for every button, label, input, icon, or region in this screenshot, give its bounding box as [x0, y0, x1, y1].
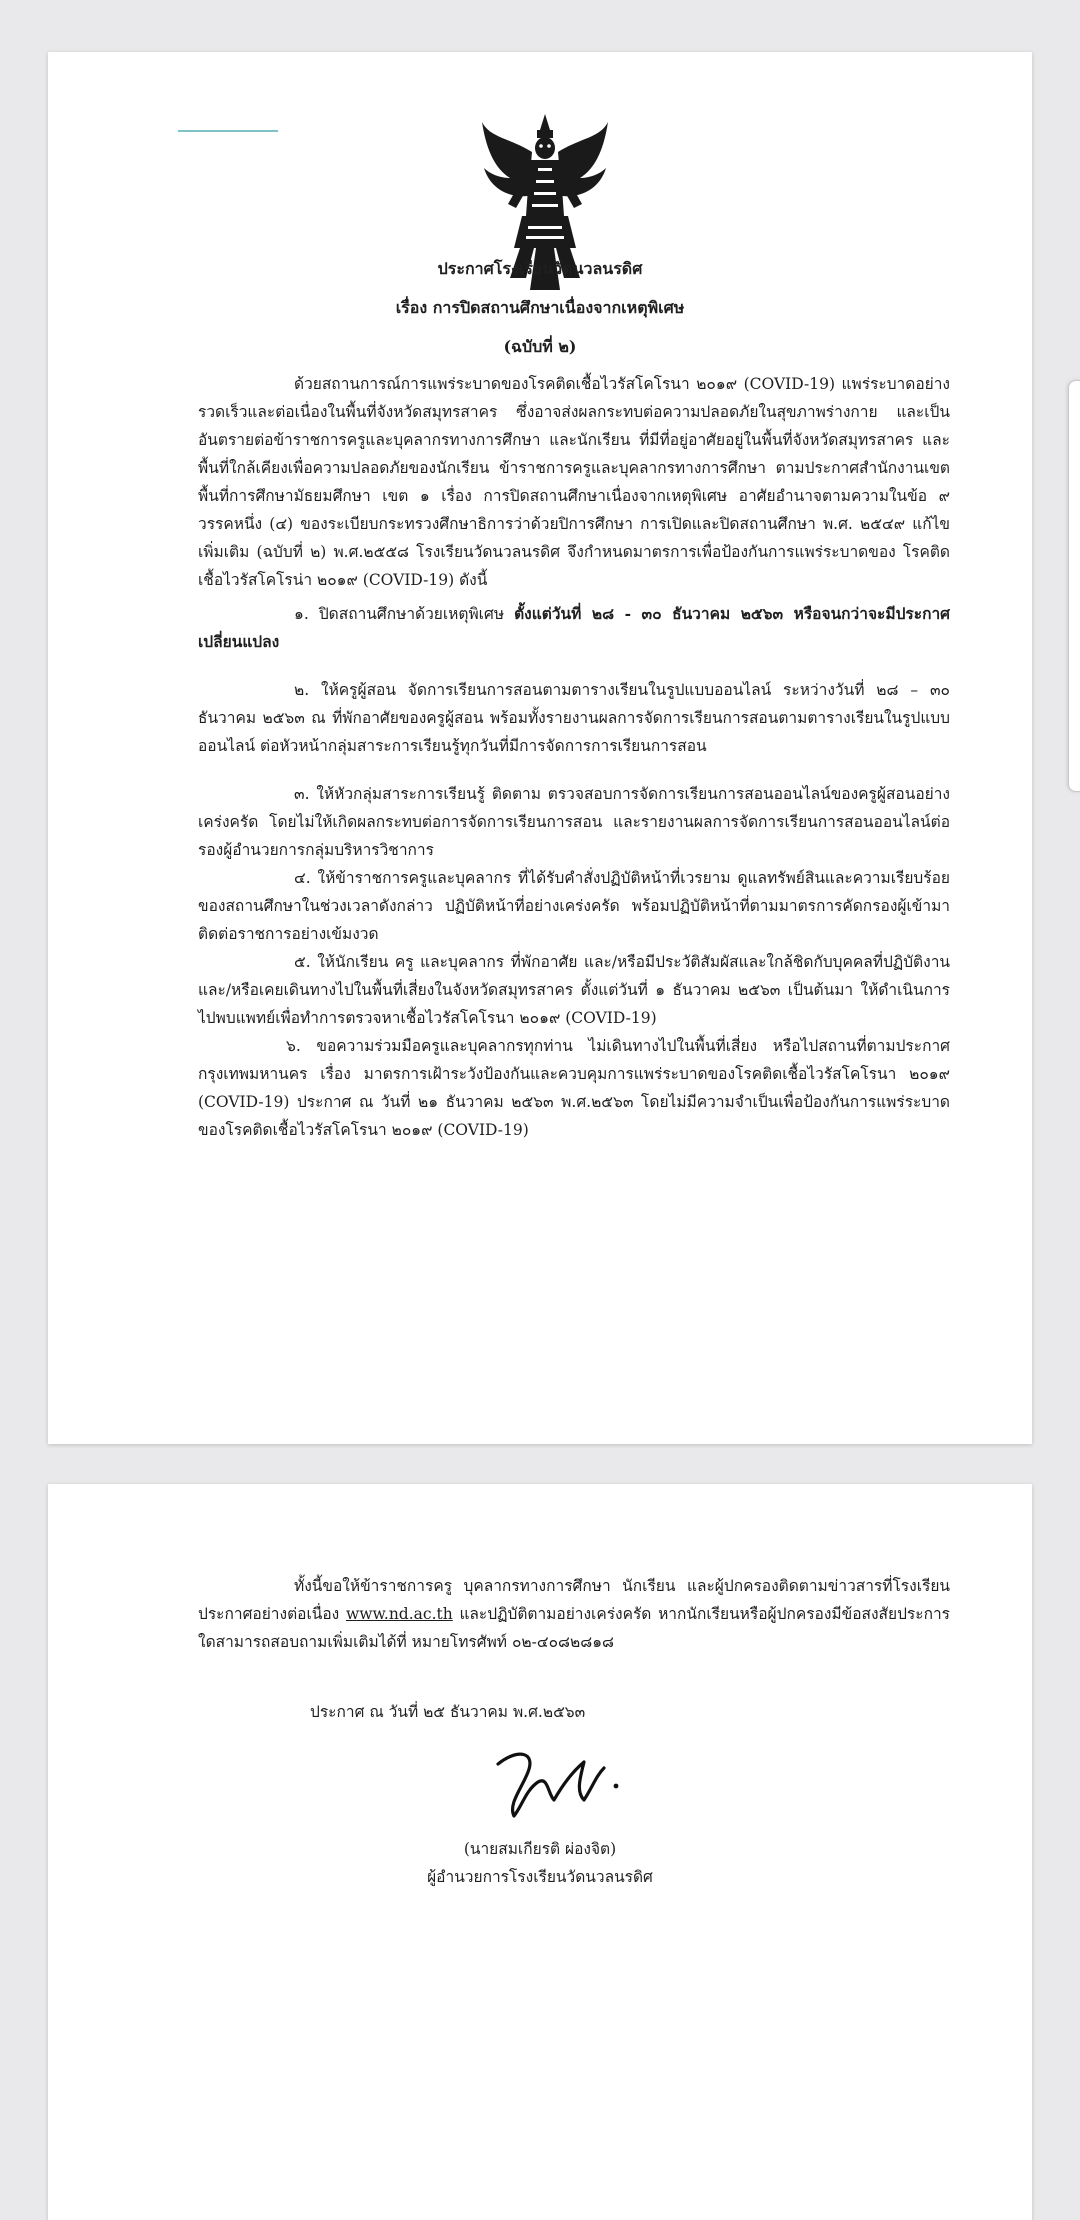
school-website-link[interactable]: www.nd.ac.th	[345, 1605, 453, 1623]
signer-name: (นายสมเกียรติ ผ่องจิต)	[463, 1840, 617, 1858]
scan-artifact-line	[178, 130, 278, 132]
announcement-title: ประกาศโรงเรียนวัดนวลนรดิศ	[437, 259, 643, 278]
item-1-bold-text: ตั้งแต่วันที่ ๒๘ - ๓๐ ธันวาคม ๒๕๖๓ หรือจนกว่าจะมีประกาศเปลี่ยนแปลง	[198, 604, 950, 651]
intro-paragraph: ด้วยสถานการณ์การแพร่ระบาดของโรคติดเชื้อไวรัสโคโรนา ๒๐๑๙ (COVID-19) แพร่ระบาดอย่างรวดเร็วและต่อเนื่องในพื้นที่จังหวัดสมุทรสาคร ซึ่งอาจส่งผลกระทบต่อความปลอดภัยในสุขภาพร่างกาย และเป็นอันตรายต่อข้าราชการครูและบุคลากรทางการศึกษา และนักเรียน ที่มีที่อยู่อาศัยอยู่ในพื้นที่จังหวัดสมุทรสาคร และพื้นที่ใกล้เคียงเพื่อความปลอดภัยของนักเรียน ข้าราชการครูและบุคลากรทางการศึกษา ตามประกาศสำนักงานเขตพื้นที่การศึกษามัธยมศึกษา เขต ๑ เรื่อง การปิดสถานศึกษาเนื่องจากเหตุพิเศษ อาศัยอำนาจตามความในข้อ ๙ วรรคหนึ่ง (๔) ของระเบียบกระทรวงศึกษาธิการว่าด้วยปิการศึกษา การเปิดและปิดสถานศึกษา พ.ศ. ๒๕๔๙ แก้ไขเพิ่มเติม (ฉบับที่ ๒) พ.ศ.๒๕๕๘ โรงเรียนวัดนวลนรดิศ จึงกำหนดมาตรการเพื่อป้องกันการแพร่ระบาดของ โรคติดเชื้อไวรัสโคโรน่า ๒๐๑๙ (COVID-19) ดังนี้	[198, 375, 950, 589]
signer-position: ผู้อำนวยการโรงเรียนวัดนวลนรดิศ	[427, 1868, 653, 1886]
announcement-subject: เรื่อง การปิดสถานศึกษาเนื่องจากเหตุพิเศษ	[395, 298, 685, 317]
closing-text-2: และปฏิบัติตามอย่างเคร่งครัด หากนักเรียนหรือผู้ปกครองมีข้อสงสัยประการใดสามารถสอบถามเพิ่มเติมได้ที่ หมายโทรศัพท์ ๐๒-๔๐๘๒๘๑๘	[198, 1605, 950, 1651]
item-1	[198, 600, 950, 656]
item-2: ๒. ให้ครูผู้สอน จัดการเรียนการสอนตามตารางเรียนในรูปแบบออนไลน์ ระหว่างวันที่ ๒๘ – ๓๐ ธันวาคม ๒๕๖๓ ณ ที่พักอาศัยของครูผู้สอน พร้อมทั้งรายงานผลการจัดการเรียนการสอนตามตารางเรียนในรูปแบบออนไลน์ ต่อหัวหน้ากลุ่มสาระการเรียนรู้ทุกวันที่มีการจัดการการเรียนการสอน	[198, 681, 950, 755]
document-page-2	[48, 1484, 1032, 2220]
signature-image	[488, 1742, 628, 1822]
item-5: ๕. ให้นักเรียน ครู และบุคลากร ที่พักอาศัย และ/หรือมีประวัติสัมผัสและใกล้ชิดกับบุคคลที่ปฏิบัติงาน และ/หรือเคยเดินทางไปในพื้นที่เสี่ยงในจังหวัดสมุทรสาคร ตั้งแต่วันที่ ๑ ธันวาคม ๒๕๖๓ เป็นต้นมา ให้ดำเนินการไปพบแพทย์เพื่อทำการตรวจหาเชื้อไวรัสโคโรนา ๒๐๑๙ (COVID-19)	[198, 953, 950, 1027]
item-3: ๓. ให้หัวกลุ่มสาระการเรียนรู้ ติดตาม ตรวจสอบการจัดการเรียนการสอนออนไลน์ของครูผู้สอนอย่างเคร่งครัด โดยไม่ให้เกิดผลกระทบต่อการจัดการเรียนการสอน และรายงานผลการจัดการเรียนการสอนออนไลน์ต่อรองผู้อำนวยการกลุ่มบริหารวิชาการ	[198, 785, 950, 859]
announcement-date: ประกาศ ณ วันที่ ๒๕ ธันวาคม พ.ศ.๒๕๖๓	[310, 1703, 586, 1721]
announcement-edition: (ฉบับที่ ๒)	[503, 337, 577, 356]
item-6: ๖. ขอความร่วมมือครูและบุคลากรทุกท่าน ไม่เดินทางไปในพื้นที่เสี่ยง หรือไปสถานที่ตามประกาศกรุงเทพมหานคร เรื่อง มาตรการเฝ้าระวังป้องกันและควบคุมการแพร่ระบาดของโรคติดเชื้อไวรัสโคโรนา ๒๐๑๙ (COVID-19) ประกาศ ณ วันที่ ๒๑ ธันวาคม ๒๕๖๓ พ.ศ.๒๕๖๓ โดยไม่มีความจำเป็นเพื่อป้องกันการแพร่ระบาดของโรคติดเชื้อไวรัสโคโรนา ๒๐๑๙ (COVID-19)	[198, 1037, 950, 1139]
announcement-body	[198, 370, 950, 1144]
document-page-1	[48, 52, 1032, 1444]
closing-paragraph	[198, 1572, 950, 1656]
item-1-text: ๑. ปิดสถานศึกษาด้วยเหตุพิเศษ	[294, 605, 515, 623]
item-4: ๔. ให้ข้าราชการครูและบุคลากร ที่ได้รับคำสั่งปฏิบัติหน้าที่เวรยาม ดูแลทรัพย์สินและความเรียบร้อยของสถานศึกษาในช่วงเวลาดังกล่าว ปฏิบัติหน้าที่อย่างเคร่งครัด พร้อมปฏิบัติหน้าที่ตามมาตรการคัดกรองผู้เข้ามาติดต่อราชการอย่างเข้มงวด	[198, 869, 950, 943]
closing-text-1: ทั้งนี้ขอให้ข้าราชการครู บุคลากรทางการศึกษา นักเรียน และผู้ปกครองติดตามข่าวสารที่โรงเรียนประกาศอย่างต่อเนื่อง	[198, 1577, 950, 1623]
scrollbar-thumb[interactable]	[1068, 380, 1080, 792]
